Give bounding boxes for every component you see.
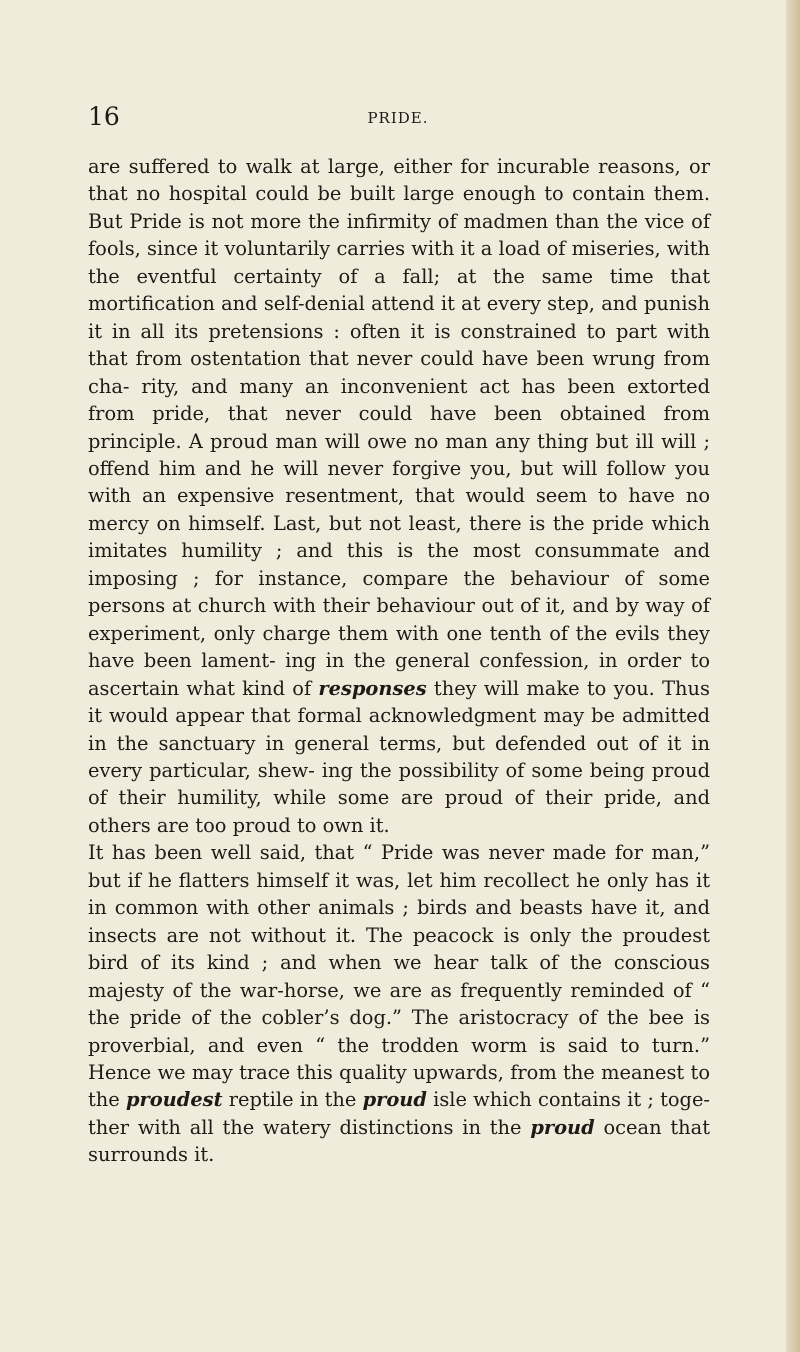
running-title: PRIDE. (367, 109, 429, 127)
paragraph-1 (88, 153, 710, 839)
italic-segment: proud (530, 1115, 595, 1139)
page-number: 16 (88, 102, 120, 131)
text-segment: It has been well said, that “ Pride was never made for man,” but if he flatters himself it was, let him recollect he only has it in common with other animals ; birds and beasts have it, and insects are not without it. The peacock is only the proudest bird of its kind ; and when we hear talk of the conscious majesty of the war-horse, we are as frequently reminded of “ the pride of the cobler’s dog.” The aristocracy of the bee is proverbial, and even “ the trodden worm is said to turn.” Hence we may trace this quality upwards, from the meanest to the (88, 841, 710, 1112)
body-text (88, 153, 710, 1169)
italic-segment: proudest (125, 1088, 223, 1112)
text-segment: ocean that surrounds it. (88, 1115, 710, 1167)
text-segment: reptile in the (222, 1088, 363, 1112)
running-head (88, 102, 708, 138)
page-edge (786, 0, 800, 1352)
text-segment: are suffered to walk at large, either for incurable reasons, or that no hospital could be built large enough to contain them. But Pride is not more the infirmity of madmen than the vice of fools, since it voluntarily carries with it a load of miseries, with the eventful certainty of a fall; at the same time that mortification and self-denial attend it at every step, and punish it in all its pretensions : often it is constrained to part with that from ostentation that never could have been wrung from cha- rity, and many an inconvenient act has been extorted from pride, that never could have been obtained from principle. A proud man will owe no man any thing but ill will ; offend him and he will never forgive you, but will follow you with an expensive resentment, that would seem to have no mercy on himself. Last, but not least, there is the pride which imitates humility ; and this is the most consummate and imposing ; for instance, compare the behaviour of some persons at church with their behaviour out of it, and by way of experiment, only charge them with one tenth of the evils they have been lament- ing in the general confession, in order to ascertain what kind of (88, 155, 710, 700)
italic-segment: proud (362, 1088, 427, 1112)
italic-segment: responses (318, 676, 427, 700)
text-segment: isle which contains it ; toge- ther with all the watery distinctions in the (88, 1088, 710, 1139)
paragraph-2 (88, 839, 710, 1168)
text-segment: they will make to you. Thus it would appear that formal acknowledgment may be admitted in the sanctuary in general terms, but defended out of it in every particular, shew- ing the possibility of some being proud of their humility, while some are proud of their pride, and others are too proud to own it. (88, 676, 710, 837)
